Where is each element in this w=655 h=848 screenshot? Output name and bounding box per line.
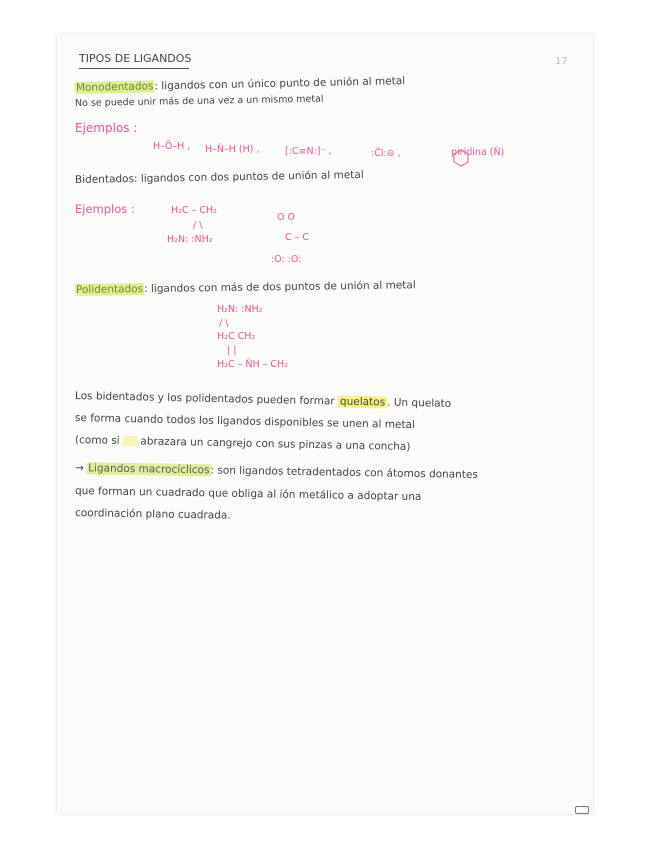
macro-line-1	[75, 462, 478, 481]
en-bottom: H₂N: :NH₂	[167, 234, 213, 245]
example-cyanide: [:C≡N:]⁻ ,	[285, 146, 332, 157]
notebook-page	[57, 34, 593, 814]
example-water: H–Ö–H ,	[153, 141, 191, 152]
macro-line-1-text: : son ligandos tetradentados con átomos donantes	[210, 464, 478, 482]
quelato-line-3	[75, 434, 411, 453]
quelato-line-3a: (como si	[74, 434, 120, 447]
corner-mark	[575, 806, 589, 814]
arrow-icon: →	[74, 462, 84, 475]
title-underline	[79, 68, 189, 69]
monodentados-note: No se puede unir más de una vez a un mismo metal	[74, 93, 324, 109]
monodentados-term: Monodentados	[75, 80, 154, 94]
quelato-line-3b: abrazara un cangrejo con sus pinzas a una concha)	[140, 435, 411, 454]
macro-line-3: coordinación plano cuadrada.	[74, 507, 231, 522]
monodentados-definition: : ligandos con un único punto de unión al metal	[154, 75, 406, 93]
macro-line-2: que forman un cuadrado que obliga al ión metálico a adoptar una	[74, 485, 422, 504]
poli-struct-row1: H₂N: :NH₂	[217, 304, 263, 315]
macrociclicos-term: Ligandos macrocíclicos	[88, 462, 210, 477]
ox-top: O O	[277, 212, 295, 223]
polidentados-term: Polidentados	[75, 283, 144, 296]
quelatos-highlight: quelatos	[339, 395, 386, 409]
bidentados-line	[75, 169, 364, 186]
polidentados-definition: : ligandos con más de dos puntos de unión al metal	[144, 279, 416, 296]
ox-bottom: :O: :O:	[271, 254, 302, 265]
monodentados-line	[75, 75, 405, 94]
poli-struct-row4: | |	[227, 345, 237, 356]
quelato-line-2: se forma cuando todos los ligandos disponibles se unen al metal	[74, 412, 416, 432]
en-top: H₂C – CH₂	[171, 205, 217, 216]
poli-struct-row2: / \	[219, 318, 229, 329]
polidentados-line	[75, 279, 416, 296]
page-title: TIPOS DE LIGANDOS	[79, 52, 192, 65]
faint-highlight-mark	[123, 436, 137, 446]
poli-struct-row5: H₂C – N̈H – CH₂	[217, 359, 288, 370]
quelato-line-1a: Los bidentados y los polidentados pueden formar	[74, 390, 335, 408]
quelato-line-1b: . Un quelato	[387, 396, 452, 410]
page-number: 17	[555, 56, 568, 67]
example-chloride: :C̈l:⊖ ,	[371, 148, 401, 159]
ox-mid: C – C	[285, 232, 310, 243]
quelato-line-1	[75, 390, 451, 410]
en-bonds: / \	[193, 220, 203, 231]
pyridine-ring-icon	[452, 148, 470, 168]
bidentados-examples-label: Ejemplos :	[75, 202, 135, 216]
bidentados-definition: : ligandos con dos puntos de unión al metal	[133, 168, 364, 185]
example-ammonia: H–N̈–H (H) ,	[205, 144, 260, 155]
example-pyridine: piridina (N̈)	[451, 147, 505, 158]
poli-struct-row3: H₂C CH₂	[217, 331, 256, 342]
monodentados-examples-label: Ejemplos :	[75, 121, 138, 135]
bidentados-term: Bidentados	[74, 172, 135, 186]
